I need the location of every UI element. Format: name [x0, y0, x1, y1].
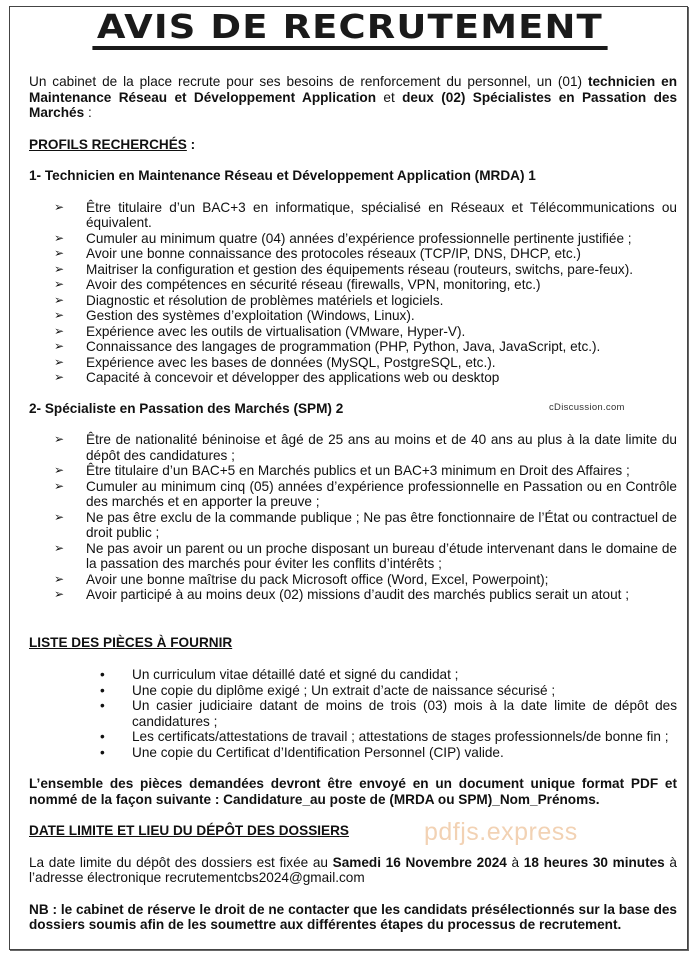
- list-item: [29, 587, 677, 603]
- list-item: [29, 246, 677, 262]
- intro-text-2: et: [376, 89, 403, 105]
- list-item-text: Un casier judiciaire datant de moins de trois (03) mois à la date limite de dépôt des candidatures ;: [132, 698, 677, 729]
- list-item: [29, 698, 677, 729]
- list-item: [29, 572, 677, 588]
- section1-list: [29, 200, 677, 386]
- list-item: [29, 510, 677, 541]
- intro-text-1: Un cabinet de la place recrute pour ses besoins de renforcement du personnel, un (01): [29, 74, 588, 89]
- watermark-pdfjs: pdfjs.express: [424, 818, 578, 846]
- list-item: [29, 432, 677, 463]
- list-item-text: Capacité à concevoir et développer des applications web ou desktop: [86, 370, 500, 385]
- arrow-bullet-icon: ➢: [54, 339, 65, 353]
- list-item-text: Une copie du diplôme exigé ; Un extrait d’acte de naissance sécurisé ;: [132, 682, 556, 698]
- document-body: [29, 74, 677, 933]
- list-item: [29, 200, 677, 231]
- arrow-bullet-icon: ➢: [54, 463, 65, 477]
- list-item-text: Maitriser la configuration et gestion des équipements réseau (routeurs, switchs, pare-feux).: [86, 261, 634, 277]
- list-item: [29, 667, 677, 683]
- dot-bullet-icon: •: [100, 667, 105, 682]
- pieces-list: [29, 667, 677, 760]
- arrow-bullet-icon: ➢: [54, 246, 65, 260]
- list-item-text: Cumuler au minimum quatre (04) années d’expérience professionnelle pertinente justifiée ;: [86, 230, 632, 246]
- list-item: [29, 277, 677, 293]
- dot-bullet-icon: •: [100, 698, 105, 713]
- list-item: [29, 339, 677, 355]
- list-item-text: Avoir une bonne maîtrise du pack Microsoft office (Word, Excel, Powerpoint);: [86, 571, 549, 587]
- list-item: [29, 308, 677, 324]
- dot-bullet-icon: •: [100, 729, 105, 744]
- page-title: AVIS DE RECRUTEMENT: [92, 8, 607, 50]
- arrow-bullet-icon: ➢: [54, 292, 65, 307]
- list-item: [29, 231, 677, 247]
- list-item: [29, 370, 677, 386]
- profils-heading-text: PROFILS RECHERCHÉS: [29, 136, 187, 152]
- list-item: [29, 479, 677, 510]
- list-item: [29, 324, 677, 340]
- dot-bullet-icon: •: [100, 744, 105, 760]
- arrow-bullet-icon: ➢: [54, 230, 65, 245]
- list-item-text: Les certificats/attestations de travail ; attestations de stages professionnels/de bonne fin ;: [132, 729, 669, 744]
- list-item-text: Ne pas être exclu de la commande publique ; Ne pas être fonctionnaire de l’État ou contractuel de droit public ;: [86, 509, 677, 540]
- intro-bold-2: deux (02) Spécialistes en Passation des Marchés: [29, 89, 678, 120]
- date-text-2: à: [506, 854, 524, 870]
- date-text-1: La date limite du dépôt des dossiers est fixée au: [29, 854, 333, 870]
- list-item-text: Avoir une bonne connaissance des protocoles réseaux (TCP/IP, DNS, DHCP, etc.): [86, 246, 581, 261]
- date-paragraph: [29, 855, 677, 886]
- list-item-text: Ne pas avoir un parent ou un proche disposant un bureau d’étude intervenant dans le domaine de la passation des marchés pour éviter les conflits d’intérêts ;: [86, 540, 677, 571]
- list-item-text: Cumuler au minimum cinq (05) années d’expérience professionnelle en Passation ou en Contrôle des marchés et en apporter la preuve ;: [86, 478, 677, 509]
- list-item-text: Expérience avec les bases de données (MySQL, PostgreSQL, etc.).: [86, 354, 496, 370]
- date-bold-2: 18 heures 30 minutes: [523, 854, 665, 870]
- arrow-bullet-icon: ➢: [54, 432, 65, 446]
- arrow-bullet-icon: ➢: [54, 478, 65, 493]
- list-item-text: Gestion des systèmes d’exploitation (Windows, Linux).: [86, 308, 415, 323]
- arrow-bullet-icon: ➢: [54, 571, 65, 586]
- date-bold-1: Samedi 16 Novembre 2024: [332, 854, 507, 870]
- date-heading: [29, 823, 677, 839]
- arrow-bullet-icon: ➢: [54, 509, 65, 524]
- title-block: [0, 8, 699, 50]
- list-item-text: Être de nationalité béninoise et âgé de 25 ans au moins et de 40 ans au plus à la date limite du dépôt des candidatures ;: [86, 432, 677, 463]
- pieces-heading-text: LISTE DES PIÈCES À FOURNIR: [29, 634, 233, 650]
- arrow-bullet-icon: ➢: [54, 354, 65, 369]
- list-item: [29, 293, 677, 309]
- list-item: [29, 729, 677, 745]
- arrow-bullet-icon: ➢: [54, 199, 65, 214]
- list-item: [29, 745, 677, 761]
- profils-heading-suffix: :: [186, 136, 196, 152]
- arrow-bullet-icon: ➢: [54, 277, 65, 291]
- section2-heading: 2- Spécialiste en Passation des Marchés (SPM) 2: [29, 400, 344, 416]
- arrow-bullet-icon: ➢: [54, 308, 65, 322]
- list-item-text: Avoir participé à au moins deux (02) missions d’audit des marchés publics serait un atout ;: [86, 587, 630, 602]
- list-item: [29, 262, 677, 278]
- arrow-bullet-icon: ➢: [54, 587, 65, 601]
- list-item-text: Une copie du Certificat d’Identification Personnel (CIP) valide.: [132, 744, 504, 760]
- intro-text-3: :: [84, 105, 92, 120]
- ensemble-paragraph: L’ensemble des pièces demandées devront être envoyé en un document unique format PDF et nommé de la façon suivante : Candidature_au poste de (MRDA ou SPM)_Nom_Prénoms.: [29, 776, 677, 807]
- nb-paragraph: NB : le cabinet de réserve le droit de ne contacter que les candidats présélectionnés sur la base des dossiers soumis afin de les soumettre aux différentes étapes du processus de recrutement.: [29, 901, 677, 932]
- list-item: [29, 463, 677, 479]
- list-item-text: Être titulaire d’un BAC+5 en Marchés publics et un BAC+3 minimum en Droit des Affaires ;: [86, 463, 630, 478]
- list-item-text: Être titulaire d’un BAC+3 en informatique, spécialisé en Réseaux et Télécommunications ou équivalent.: [86, 199, 677, 230]
- list-item: [29, 355, 677, 371]
- list-item-text: Diagnostic et résolution de problèmes matériels et logiciels.: [86, 292, 444, 308]
- watermark-cdiscussion: cDiscussion.com: [549, 402, 625, 413]
- list-item-text: Connaissance des langages de programmation (PHP, Python, Java, JavaScript, etc.).: [86, 339, 601, 354]
- dot-bullet-icon: •: [100, 682, 105, 698]
- list-item-text: Un curriculum vitae détaillé daté et signé du candidat ;: [132, 667, 459, 682]
- list-item-text: Avoir des compétences en sécurité réseau (firewalls, VPN, monitoring, etc.): [86, 277, 541, 292]
- date-heading-text: DATE LIMITE ET LIEU DU DÉPÔT DES DOSSIERS: [29, 823, 349, 838]
- pieces-heading: [29, 635, 677, 651]
- section1-heading: 1- Technicien en Maintenance Réseau et Développement Application (MRDA) 1: [29, 168, 536, 183]
- intro-paragraph: [29, 74, 677, 121]
- arrow-bullet-icon: ➢: [54, 323, 65, 338]
- list-item: [29, 683, 677, 699]
- intro-bold-1: technicien en Maintenance Réseau et Développement Application: [29, 74, 677, 105]
- arrow-bullet-icon: ➢: [54, 261, 65, 276]
- list-item: [29, 541, 677, 572]
- arrow-bullet-icon: ➢: [54, 370, 65, 384]
- profils-heading: [29, 137, 677, 153]
- list-item-text: Expérience avec les outils de virtualisation (VMware, Hyper-V).: [86, 323, 466, 339]
- arrow-bullet-icon: ➢: [54, 540, 65, 555]
- section2-list: [29, 432, 677, 603]
- date-text-3: à l’adresse électronique recrutementcbs2024@gmail.com: [29, 854, 677, 885]
